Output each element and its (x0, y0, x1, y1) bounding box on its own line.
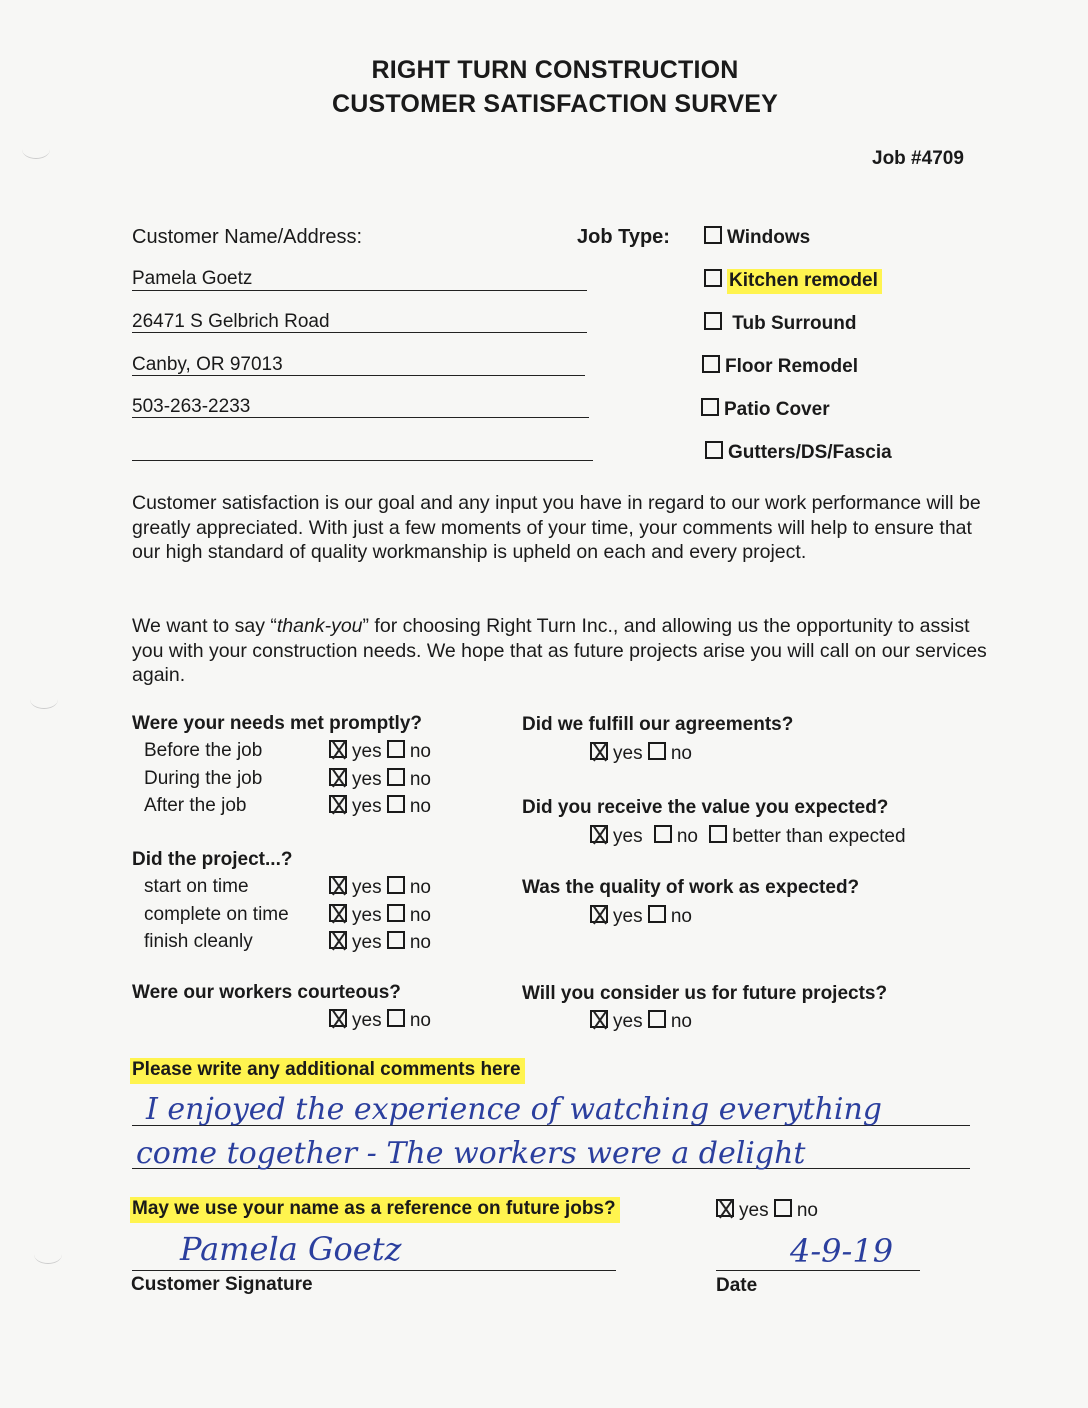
customer-signature[interactable]: Pamela Goetz (180, 1230, 402, 1268)
job-type-kitchen-remodel[interactable] (704, 269, 882, 292)
yes-checkbox[interactable] (590, 825, 608, 843)
checkbox[interactable] (702, 355, 720, 373)
q-project-row-label: complete on time (144, 904, 289, 925)
no-label: no (670, 1011, 692, 1032)
q-quality-answers[interactable] (590, 905, 692, 928)
comments-handwritten-2[interactable]: come together - The workers were a delight (136, 1136, 806, 1171)
checkbox[interactable] (705, 441, 723, 459)
q-agreements-heading: Did we fulfill our agreements? (522, 714, 794, 735)
q-future-answers[interactable] (590, 1010, 692, 1033)
job-type-label-text: Kitchen remodel (727, 269, 882, 294)
intro-thank-you: thank-you (276, 615, 363, 637)
q-prompt-row-label: During the job (144, 768, 263, 789)
job-type-label-text: Tub Surround (732, 313, 857, 334)
better-checkbox[interactable] (709, 825, 727, 843)
job-type-tub-surround[interactable] (704, 312, 856, 335)
q-value-heading: Did you receive the value you expected? (522, 797, 889, 818)
no-checkbox[interactable] (654, 825, 672, 843)
q-courteous-heading: Were our workers courteous? (132, 982, 401, 1003)
no-label: no (409, 741, 431, 762)
job-type-patio-cover[interactable] (701, 398, 830, 421)
q-project-row-answers[interactable] (329, 931, 431, 954)
checkbox[interactable] (704, 226, 722, 244)
job-type-floor-remodel[interactable] (702, 355, 858, 378)
no-checkbox[interactable] (648, 1010, 666, 1028)
q-quality-heading: Was the quality of work as expected? (522, 877, 860, 898)
reference-answers[interactable] (716, 1199, 818, 1222)
no-label: no (409, 932, 431, 953)
q-prompt-row-answers[interactable] (329, 740, 431, 763)
q-project-heading: Did the project...? (132, 849, 293, 870)
yes-checkbox[interactable] (716, 1199, 734, 1217)
job-number: Job #4709 (872, 148, 964, 169)
no-label: no (409, 905, 431, 926)
signature-line (132, 1270, 616, 1271)
yes-checkbox[interactable] (329, 795, 347, 813)
name-line (132, 290, 587, 291)
date-label: Date (716, 1275, 758, 1296)
yes-checkbox[interactable] (329, 1009, 347, 1027)
yes-checkbox[interactable] (329, 876, 347, 894)
yes-checkbox[interactable] (329, 740, 347, 758)
no-checkbox[interactable] (648, 742, 666, 760)
blank-line (132, 460, 593, 461)
no-checkbox[interactable] (774, 1199, 792, 1217)
no-checkbox[interactable] (387, 795, 405, 813)
yes-checkbox[interactable] (329, 931, 347, 949)
yes-label: yes (613, 1011, 643, 1032)
punch-mark (22, 140, 50, 159)
q-project-row-answers[interactable] (329, 904, 431, 927)
signature-date[interactable]: 4-9-19 (790, 1232, 894, 1270)
no-label: no (409, 877, 431, 898)
job-type-label: Job Type: (577, 226, 670, 248)
job-type-label-text: Gutters/DS/Fascia (728, 442, 892, 463)
yes-checkbox[interactable] (590, 905, 608, 923)
no-checkbox[interactable] (387, 740, 405, 758)
comments-handwritten-1[interactable]: I enjoyed the experience of watching everything (146, 1092, 883, 1127)
date-line (716, 1270, 920, 1271)
better-label: better than expected (732, 826, 906, 847)
customer-label: Customer Name/Address: (132, 226, 363, 248)
no-label: no (409, 769, 431, 790)
q-project-row-label: finish cleanly (144, 931, 253, 952)
yes-label: yes (352, 932, 382, 953)
no-label: no (796, 1200, 818, 1221)
yes-label: yes (352, 877, 382, 898)
no-checkbox[interactable] (387, 1009, 405, 1027)
intro-paragraph-1: Customer satisfaction is our goal and any input you have in regard to our work performance will be greatly appreciated. With just a few moments of your time, your comments will help to ensure that our high standard of quality workmanship is upheld on each and every project. (132, 492, 981, 563)
customer-phone: 503-263-2233 (132, 396, 251, 417)
yes-label: yes (613, 906, 643, 927)
q-prompt-heading: Were your needs met promptly? (132, 713, 422, 734)
yes-label: yes (352, 905, 382, 926)
punch-mark (30, 690, 58, 709)
punch-mark (34, 1245, 62, 1264)
yes-label: yes (352, 741, 382, 762)
title-line-1: RIGHT TURN CONSTRUCTION (371, 56, 739, 84)
no-label: no (409, 796, 431, 817)
job-type-gutters[interactable] (705, 441, 892, 464)
intro-text: ” for choosing Right Turn Inc., and allowing us the opportunity to assist you with your construction needs. We hope that as future projects arise you will call on our services again. (132, 615, 987, 686)
checkbox[interactable] (704, 312, 722, 330)
yes-label: yes (352, 796, 382, 817)
signature-label: Customer Signature (131, 1274, 313, 1295)
intro-paragraph-2 (132, 614, 992, 688)
q-value-answers[interactable] (590, 825, 906, 848)
reference-question: May we use your name as a reference on future jobs? (130, 1197, 620, 1223)
no-checkbox[interactable] (387, 768, 405, 786)
checkbox[interactable] (701, 398, 719, 416)
q-prompt-row-label: Before the job (144, 740, 263, 761)
no-label: no (676, 826, 698, 847)
yes-checkbox[interactable] (590, 742, 608, 760)
q-project-row-answers[interactable] (329, 876, 431, 899)
q-project-row-label: start on time (144, 876, 249, 897)
yes-label: yes (352, 1010, 382, 1031)
yes-label: yes (613, 743, 643, 764)
checkbox[interactable] (704, 269, 722, 287)
yes-label: yes (613, 826, 643, 847)
title-line-2: CUSTOMER SATISFACTION SURVEY (332, 90, 778, 118)
job-type-windows[interactable] (704, 226, 810, 249)
no-checkbox[interactable] (387, 876, 405, 894)
job-type-label-text: Windows (727, 227, 811, 248)
job-type-label-text: Patio Cover (724, 399, 830, 420)
no-checkbox[interactable] (648, 905, 666, 923)
q-prompt-row-answers[interactable] (329, 768, 431, 791)
q-prompt-row-answers[interactable] (329, 795, 431, 818)
customer-street: 26471 S Gelbrich Road (132, 311, 330, 332)
yes-label: yes (352, 769, 382, 790)
no-checkbox[interactable] (387, 931, 405, 949)
q-future-heading: Will you consider us for future projects? (522, 983, 888, 1004)
yes-checkbox[interactable] (590, 1010, 608, 1028)
customer-city: Canby, OR 97013 (132, 354, 283, 375)
yes-checkbox[interactable] (329, 768, 347, 786)
customer-name: Pamela Goetz (132, 268, 253, 289)
no-label: no (409, 1010, 431, 1031)
comments-label: Please write any additional comments here (130, 1058, 525, 1084)
yes-checkbox[interactable] (329, 904, 347, 922)
yes-label: yes (739, 1200, 769, 1221)
no-label: no (670, 743, 692, 764)
no-label: no (670, 906, 692, 927)
q-agreements-answers[interactable] (590, 742, 692, 765)
q-courteous-answers[interactable] (329, 1009, 431, 1032)
no-checkbox[interactable] (387, 904, 405, 922)
intro-text: We want to say “ (132, 615, 277, 637)
q-prompt-row-label: After the job (144, 795, 247, 816)
job-type-label-text: Floor Remodel (725, 356, 859, 377)
